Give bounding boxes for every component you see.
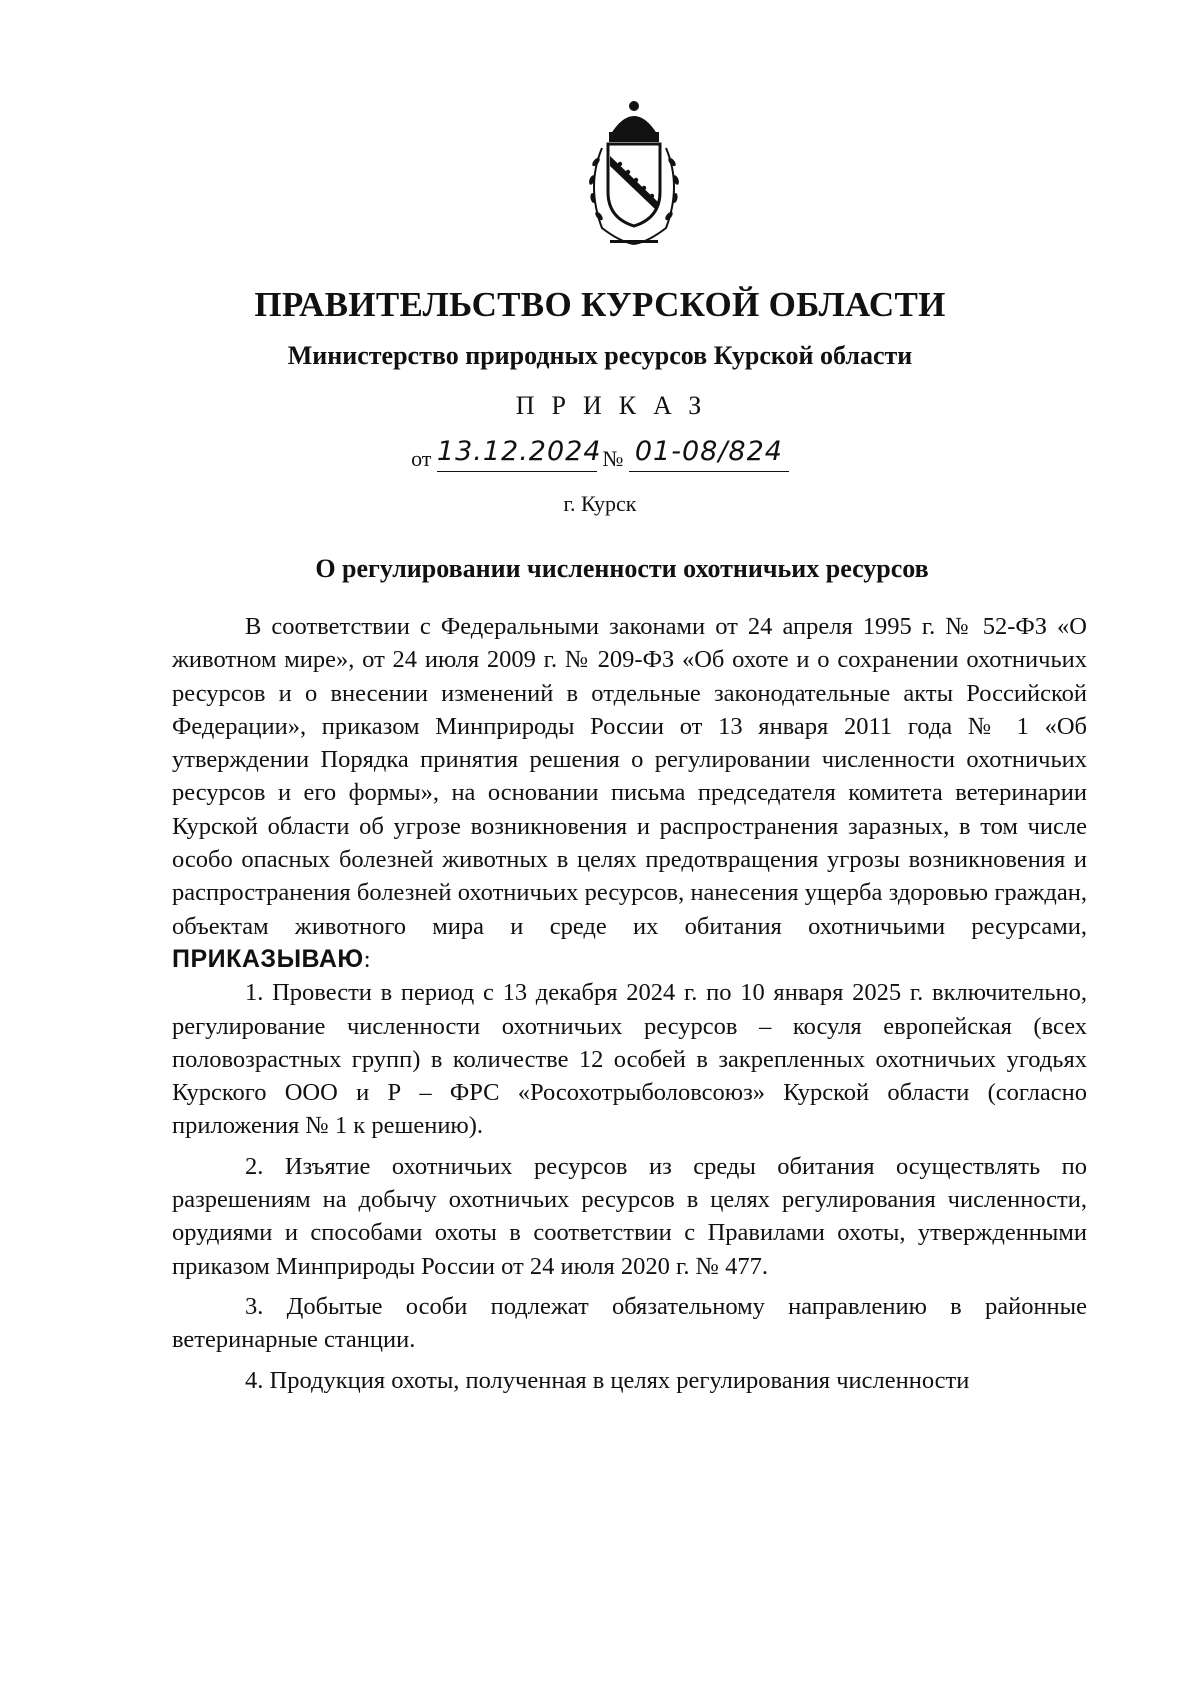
number-prefix: № [602, 446, 624, 471]
order-number-handwritten: 01-08/824 [629, 437, 789, 472]
order-item-2: 2. Изъятие охотничьих ресурсов из среды обитания осуществлять по разрешениям на добычу охотничьих ресурсов в целях регулирования численности, орудиями и способами охоты в соответствии с Правилами охоты, утвержденными приказом Минприроды России от 24 июля 2020 г. № 477. [172, 1152, 1087, 1280]
order-subject: О регулировании численности охотничьих ресурсов [315, 554, 929, 583]
directive-colon: : [363, 945, 371, 973]
date-prefix: от [411, 446, 432, 471]
order-item-3: 3. Добытые особи подлежат обязательному направлению в районные ветеринарные станции. [172, 1292, 1087, 1354]
order-item-4: 4. Продукция охоты, полученная в целях регулирования численности [245, 1366, 970, 1394]
issue-city: г. Курск [563, 491, 637, 516]
order-date-handwritten: 13.12.2024 [437, 437, 597, 472]
document-type: ПРИКАЗ [515, 391, 719, 420]
order-item-1: 1. Провести в период с 13 декабря 2024 г. по 10 января 2025 г. включительно, регулирование численности охотничьих ресурсов – косуля европейская (всех половозрастных групп) в количестве 12 особей в закрепленных охотничьих угодьях Курского ООО и Р – ФРС «Росохотрыболовсоюз» Курской области (согласно приложения № 1 к решению). [172, 979, 1087, 1140]
preamble-text: В соответствии с Федеральными законами от 24 апреля 1995 г. № 52-ФЗ «О животном мире», от 24 июля 2009 г. № 209-ФЗ «Об охоте и о сохранении охотничьих ресурсов и о внесении изменений в отдельные законодательные акты Российской Федерации», приказом Минприроды России от 13 января 2011 года № 1 «Об утверждении Порядка принятия решения о регулировании численности охотничьих ресурсов и его формы», на основании письма председателя комитета ветеринарии Курской области об угрозе возникновения и распространения заразных, в том числе особо опасных болезней животных в целях предотвращения угрозы возникновения и распространения болезней охотничьих ресурсов, нанесения ущерба здоровью граждан, объектам животного мира и среде их обитания охотничьими ресурсами, [172, 613, 1087, 940]
ministry-name: Министерство природных ресурсов Курской области [287, 341, 913, 370]
order-body [172, 610, 1087, 1397]
government-title: ПРАВИТЕЛЬСТВО КУРСКОЙ ОБЛАСТИ [254, 285, 946, 324]
preamble-paragraph [172, 610, 1087, 976]
directive-word: ПРИКАЗЫВАЮ [172, 944, 364, 973]
coat-of-arms-kursk-emblem [572, 100, 696, 252]
order-date-number-line [0, 437, 1200, 472]
